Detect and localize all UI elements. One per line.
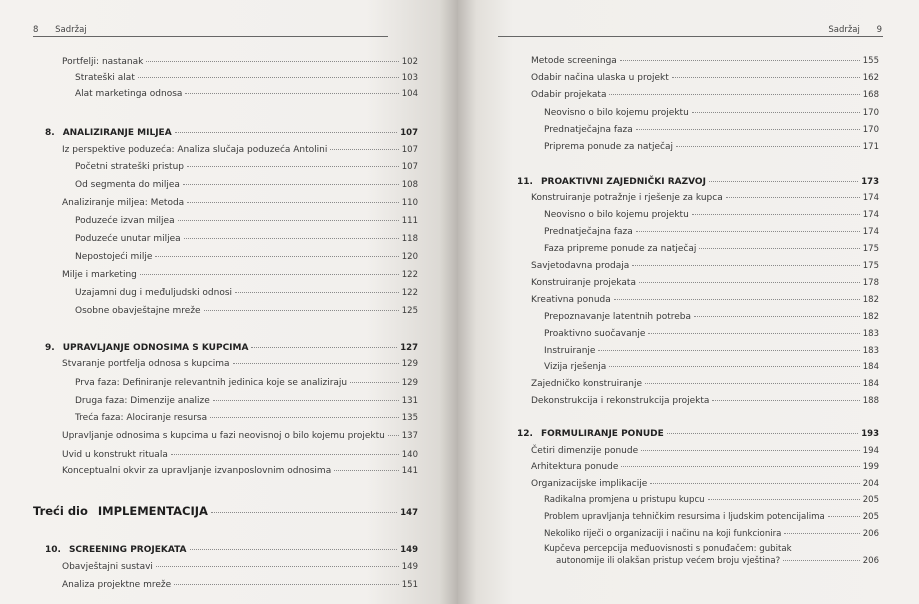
dot-leader [190,549,398,550]
toc-entry-page: 205 [862,512,879,522]
dot-leader [699,248,859,249]
dot-leader [648,333,859,334]
toc-entry-page: 135 [401,413,418,423]
toc-entry-text: Savjetodavna prodaja [531,261,630,271]
toc-entry-page: 183 [862,329,879,339]
toc-entry-text: Konstruiranje projekata [531,278,636,288]
left-page [0,0,458,604]
dot-leader [171,454,399,455]
dot-leader [614,299,860,300]
toc-entry-title [75,234,181,245]
toc-entry [531,90,879,101]
dot-leader [156,566,399,567]
toc-entry-page: 205 [862,495,879,505]
toc-entry-title [75,89,182,100]
toc-entry-number: 8. [45,128,55,138]
toc-entry-text: Proaktivno suočavanje [544,329,646,339]
toc-entry [531,462,879,473]
toc-entry-text: Prednatječajna faza [544,125,633,135]
right-page [458,0,919,604]
toc-entry-text: PROAKTIVNI ZAJEDNIČKI RAZVOJ [540,177,706,187]
dot-leader [828,516,860,517]
toc-entry-text: Poduzeće izvan miljea [75,216,175,226]
toc-entry-text: Portfelji: nastanak [62,57,144,67]
dot-leader [708,499,860,500]
dot-leader [641,450,860,451]
dot-leader [632,265,860,266]
toc-entry-text: Vizija rješenja [544,362,607,372]
toc-entry-page: 174 [862,227,879,237]
toc-entry-title [544,529,781,540]
toc-entry-page: 168 [862,90,879,100]
toc-entry-text: Milje i marketing [62,270,137,280]
toc-entry [531,396,879,407]
toc-entry [75,234,418,245]
toc-entry-text: Prva faza: Definiranje relevantnih jedinica koje se analiziraju [75,378,348,388]
toc-entry-title [75,180,180,191]
toc-entry-title [62,466,331,477]
toc-entry-page: 170 [862,108,879,118]
toc-entry [531,379,879,390]
dot-leader [676,146,860,147]
toc-entry-page: 194 [862,446,879,456]
toc-entry-page: 129 [401,359,418,369]
toc-entry-page: 199 [862,462,879,472]
toc-entry [75,378,418,389]
toc-entry [544,362,879,373]
toc-entry-text: Neovisno o bilo kojemu projektu [544,210,689,220]
right-toc [458,0,919,604]
toc-entry-page: 188 [862,396,879,406]
toc-entry-title [62,270,137,281]
dot-leader [667,433,858,434]
toc-entry [531,278,879,289]
toc-entry-text: Prepoznavanje latentnih potreba [544,312,692,322]
dot-leader [650,483,860,484]
toc-entry-text: Obavještajni sustavi [62,562,153,572]
dot-leader [636,231,860,232]
toc-entry-title [544,210,689,221]
dot-leader [138,77,399,78]
toc-entry-title [75,378,347,389]
toc-entry-text: Uzajamni dug i međuljudski odnosi [75,288,233,298]
dot-leader [694,316,860,317]
toc-entry-title [75,306,201,317]
toc-entry-text: Odabir projekata [531,90,607,100]
toc-entry-page: 151 [401,580,418,590]
toc-entry [531,446,879,457]
toc-entry-title [62,57,143,68]
toc-entry-text: Zajedničko konstruiranje [531,379,643,389]
dot-leader [598,350,859,351]
toc-entry-title [531,479,647,490]
toc-entry [544,544,879,555]
left-running-title: Sadržaj [55,25,87,35]
toc-entry-number: 10. [45,545,61,555]
toc-entry [62,359,418,370]
toc-entry-page: 107 [400,128,418,138]
toc-entry-title [544,512,825,523]
toc-entry-title [544,312,691,323]
toc-entry-title [75,252,152,263]
toc-entry-title [33,504,208,518]
toc-entry [556,556,879,567]
toc-entry-text: Analiziranje miljea: Metoda [62,198,185,208]
toc-entry [45,545,418,556]
toc-entry-page: 182 [862,295,879,305]
toc-entry-title [62,145,327,156]
dot-leader [692,214,860,215]
toc-entry-title [517,177,706,188]
toc-entry-title [544,125,633,136]
toc-entry-text: Konceptualni okvir za upravljanje izvanposlovnim odnosima [62,466,332,476]
toc-entry-page: 206 [862,529,879,539]
toc-entry [75,396,418,407]
toc-entry-page: 174 [862,210,879,220]
toc-entry [62,198,418,209]
dot-leader [187,202,399,203]
toc-entry-page: 178 [862,278,879,288]
toc-entry [62,580,418,591]
toc-entry [544,210,879,221]
toc-entry-title [75,73,135,84]
left-page-number: 8 [33,25,39,35]
toc-entry [45,343,418,354]
toc-entry-title [544,244,696,255]
toc-entry [75,288,418,299]
toc-entry [75,216,418,227]
toc-entry [45,128,418,139]
toc-entry-text: Priprema ponude za natječaj [544,142,673,152]
toc-entry-title [531,396,709,407]
toc-entry-title [75,162,184,173]
toc-entry-page: 147 [400,508,418,518]
toc-entry-page: 127 [400,343,418,353]
toc-entry-text: Neovisno o bilo kojemu projektu [544,108,689,118]
toc-entry-page: 141 [401,466,418,476]
dot-leader [211,512,397,513]
dot-leader [334,470,399,471]
toc-entry-text: Od segmenta do miljea [75,180,180,190]
toc-entry [75,89,418,100]
dot-leader [609,366,860,367]
toc-entry-title [531,462,618,473]
toc-entry-page: 140 [401,450,418,460]
toc-entry-page: 122 [401,288,418,298]
dot-leader [235,292,399,293]
toc-entry [544,495,879,506]
dot-leader [621,466,859,467]
toc-entry-text: Kreativna ponuda [531,295,611,305]
dot-leader [712,400,859,401]
toc-entry-title [62,359,230,370]
toc-entry-text: Iz perspektive poduzeća: Analiza slučaja poduzeća Antolini [62,145,328,155]
toc-entry-text: Strateški alat [75,73,135,83]
toc-entry-text: Konstruiranje potražnje i rješenje za kupca [531,193,723,203]
toc-entry [62,450,418,461]
toc-entry [544,529,879,540]
toc-entry-title [544,329,645,340]
toc-entry-title [531,446,638,457]
right-page-number: 9 [876,25,882,35]
dot-leader [204,310,399,311]
toc-entry [75,73,418,84]
toc-entry-title [62,562,153,573]
toc-entry-page: 175 [862,244,879,254]
right-running-title: Sadržaj [828,25,860,35]
dot-leader [645,383,860,384]
dot-leader [178,220,399,221]
toc-entry [544,142,879,153]
toc-entry-page: 107 [401,162,418,172]
toc-entry [62,562,418,573]
toc-entry-page: 103 [401,73,418,83]
toc-entry [531,295,879,306]
dot-leader [350,382,399,383]
dot-leader [187,166,399,167]
dot-leader [609,94,859,95]
dot-leader [726,197,860,198]
toc-entry-text: autonomije ili olakšan pristup većem broju vještina? [556,556,781,566]
toc-entry-text: Faza pripreme ponude za natječaj [544,244,697,254]
toc-entry [531,56,879,67]
toc-entry-page: 108 [401,180,418,190]
dot-leader [784,533,859,534]
toc-entry-text: Alat marketinga odnosa [75,89,183,99]
dot-leader [183,184,399,185]
toc-entry-text: Nepostojeći milje [75,252,153,262]
toc-entry-number: 9. [45,343,55,353]
toc-entry-page: 149 [400,545,418,555]
toc-entry-page: 137 [401,431,418,441]
toc-entry-title [531,73,669,84]
toc-entry [62,466,418,477]
dot-leader [233,363,399,364]
dot-leader [210,417,399,418]
toc-entry [544,346,879,357]
toc-entry-title [62,580,171,591]
toc-entry-page: 104 [401,89,418,99]
toc-entry [544,227,879,238]
toc-entry-title [544,108,689,119]
toc-entry-text: Treća faza: Alociranje resursa [75,413,208,423]
toc-entry [531,261,879,272]
dot-leader [175,132,398,133]
toc-entry-text: Prednatječajna faza [544,227,633,237]
toc-entry-page: 111 [401,216,418,226]
toc-entry-page: 184 [862,362,879,372]
toc-entry-text: Osobne obavještajne mreže [75,306,201,316]
toc-entry-page: 173 [861,177,879,187]
toc-entry-title [544,227,633,238]
toc-entry-title [75,396,210,407]
toc-entry-title [544,495,705,506]
toc-entry [517,177,879,188]
toc-entry [75,252,418,263]
dot-leader [783,560,860,561]
dot-leader [636,129,860,130]
toc-entry [544,125,879,136]
toc-entry [544,329,879,340]
toc-entry-text: Arhitektura ponude [531,462,619,472]
toc-entry-text: Instruiranje [544,346,596,356]
toc-entry [62,57,418,68]
toc-entry-text: Uvid u konstrukt rituala [62,450,168,460]
toc-entry-number: 12. [517,429,533,439]
toc-entry-title [544,544,792,555]
dot-leader [213,400,399,401]
toc-entry-page: 118 [401,234,418,244]
toc-entry-title [544,142,673,153]
toc-entry-page: 182 [862,312,879,322]
toc-entry-title [62,198,184,209]
toc-entry [544,108,879,119]
toc-entry-text: Nekoliko riječi o organizaciji i načinu na koji funkcionira [544,529,782,539]
toc-entry-text: Četiri dimenzije ponude [531,446,639,456]
left-toc [0,0,458,604]
toc-entry-title [531,261,629,272]
toc-entry [544,312,879,323]
toc-entry-page: 125 [401,306,418,316]
toc-entry-title [62,431,385,442]
toc-entry-page: 122 [401,270,418,280]
toc-entry [75,162,418,173]
toc-entry-page: 131 [401,396,418,406]
toc-entry-title [531,278,636,289]
toc-entry-page: 204 [862,479,879,489]
toc-entry-text: IMPLEMENTACIJA [97,504,208,518]
dot-leader [330,149,398,150]
toc-entry [531,479,879,490]
toc-entry-title [75,413,207,424]
toc-entry-text: SCREENING PROJEKATA [68,545,187,555]
toc-entry-page: 102 [401,57,418,67]
toc-entry-title [531,295,611,306]
toc-entry [62,145,418,156]
dot-leader [692,112,860,113]
toc-entry-page: 155 [862,56,879,66]
toc-entry-title [531,379,642,390]
toc-entry-title [45,128,172,139]
toc-entry [517,429,879,440]
toc-entry-title [531,56,617,67]
toc-entry [75,413,418,424]
toc-entry-text: Početni strateški pristup [75,162,185,172]
toc-entry-page: 110 [401,198,418,208]
toc-entry-number: Treći dio [33,504,88,518]
toc-entry [531,193,879,204]
toc-entry-text: Radikalna promjena u pristupu kupcu [544,495,705,505]
toc-entry-page: 120 [401,252,418,262]
toc-entry-text: Poduzeće unutar miljea [75,234,181,244]
dot-leader [140,274,399,275]
dot-leader [155,256,398,257]
toc-entry-text: Druga faza: Dimenzije analize [75,396,210,406]
toc-entry-text: ANALIZIRANJE MILJEA [62,128,172,138]
toc-entry [62,431,418,442]
toc-entry-number: 11. [517,177,533,187]
dot-leader [620,60,860,61]
toc-entry-text: Upravljanje odnosima s kupcima u fazi neovisnoj o bilo kojemu projektu [62,431,385,441]
toc-entry [75,180,418,191]
toc-entry-page: 149 [401,562,418,572]
toc-entry-page: 170 [862,125,879,135]
dot-leader [185,93,398,94]
toc-entry-text: FORMULIRANJE PONUDE [540,429,664,439]
toc-entry-text: Analiza projektne mreže [62,580,172,590]
dot-leader [251,347,397,348]
dot-leader [639,282,860,283]
toc-entry-title [556,556,780,567]
toc-entry-page: 206 [862,556,879,566]
toc-entry [62,270,418,281]
toc-entry-title [531,90,606,101]
toc-entry-title [517,429,664,440]
toc-entry-page: 129 [401,378,418,388]
toc-entry-text: Kupčeva percepcija međuovisnosti s ponuđačem: gubitak [544,544,792,554]
toc-entry-page: 162 [862,73,879,83]
toc-entry-text: Problem upravljanja tehničkim resursima i ljudskim potencijalima [544,512,825,522]
dot-leader [174,584,399,585]
toc-entry-page: 183 [862,346,879,356]
toc-entry-title [45,343,248,354]
toc-entry-text: UPRAVLJANJE ODNOSIMA S KUPCIMA [62,343,249,353]
dot-leader [184,238,399,239]
toc-entry-title [75,216,175,227]
toc-entry-title [531,193,723,204]
dot-leader [709,181,858,182]
toc-entry-title [62,450,168,461]
toc-entry [544,512,879,523]
toc-entry-page: 107 [401,145,418,155]
toc-entry-page: 174 [862,193,879,203]
toc-entry [544,244,879,255]
toc-entry-page: 184 [862,379,879,389]
toc-entry-title [75,288,232,299]
toc-entry-page: 193 [861,429,879,439]
dot-leader [672,77,860,78]
toc-entry [75,306,418,317]
toc-entry [531,73,879,84]
toc-entry-text: Dekonstrukcija i rekonstrukcija projekta [531,396,710,406]
toc-entry-title [544,346,595,357]
toc-entry-text: Stvaranje portfelja odnosa s kupcima [62,359,230,369]
toc-entry-text: Metode screeninga [531,56,617,66]
toc-entry-page: 171 [862,142,879,152]
toc-entry-page: 175 [862,261,879,271]
toc-entry-title [544,362,606,373]
toc-entry-text: Odabir načina ulaska u projekt [531,73,669,83]
toc-entry-title [45,545,187,556]
toc-entry [33,504,418,520]
dot-leader [146,61,398,62]
dot-leader [388,435,399,436]
toc-entry-text: Organizacijske implikacije [531,479,648,489]
